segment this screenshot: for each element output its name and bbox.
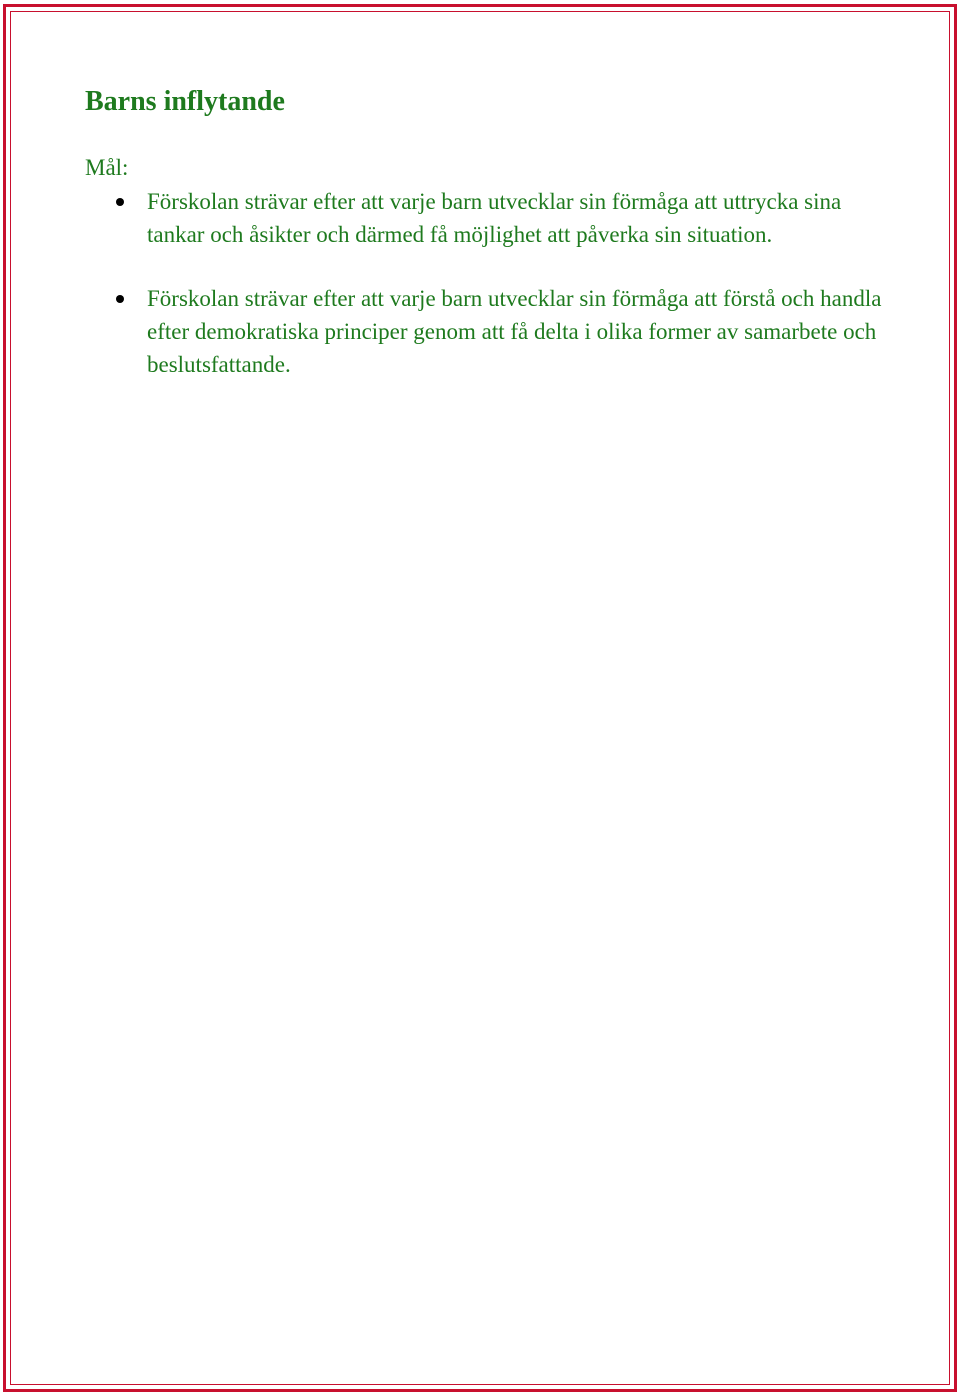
bullet-icon [116,295,124,303]
goal-list [85,185,885,381]
goal-item [85,282,885,381]
bullet-icon [116,198,124,206]
goal-text: Förskolan strävar efter att varje barn utvecklar sin förmåga att förstå och handla efter demokratiska principer genom att få delta i olika former av samarbete och beslutsfattande. [147,286,882,377]
goals-label: Mål: [85,155,129,180]
page-title: Barns inflytande [85,86,285,117]
document-content [85,85,885,412]
goal-text: Förskolan strävar efter att varje barn utvecklar sin förmåga att uttrycka sina tankar och åsikter och därmed få möjlighet att påverka sin situation. [147,189,842,247]
goal-item [85,185,885,251]
